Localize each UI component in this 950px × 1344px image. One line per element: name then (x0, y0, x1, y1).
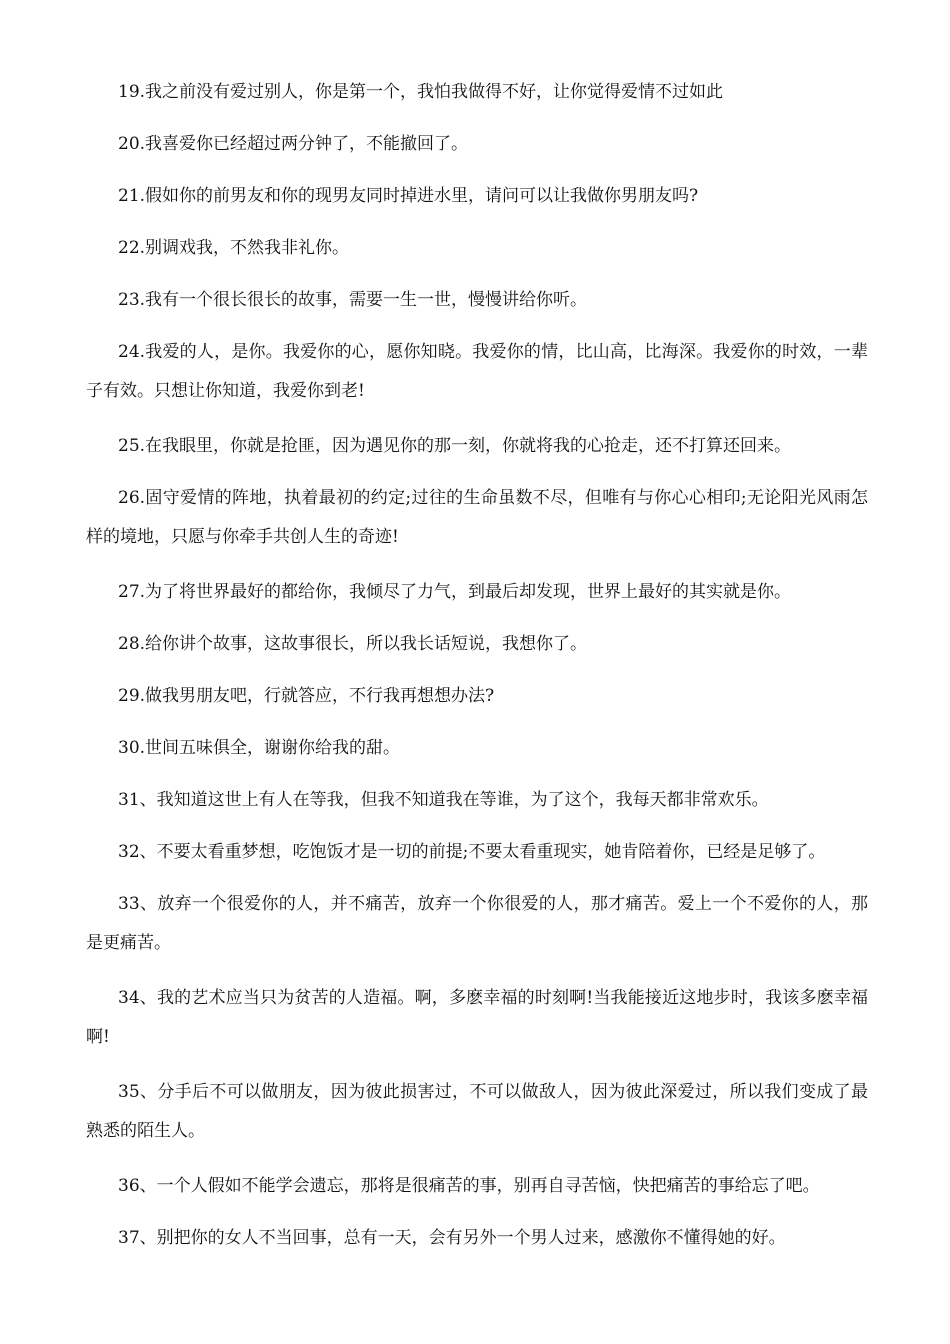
paragraph-32: 32、不要太看重梦想，吃饱饭才是一切的前提;不要太看重现实，她肯陪着你，已经是足够了。 (118, 842, 826, 862)
paragraph-20: 20.我喜爱你已经超过两分钟了，不能撤回了。 (118, 134, 469, 154)
paragraph-26: 26.固守爱情的阵地，执着最初的约定;过往的生命虽数不尽，但唯有与你心心相印;无论阳光风雨怎样的境地，只愿与你牵手共创人生的奇迹! (86, 488, 868, 547)
paragraph-22: 22.别调戏我，不然我非礼你。 (118, 238, 350, 258)
paragraph-24: 24.我爱的人，是你。我爱你的心，愿你知晓。我爱你的情，比山高，比海深。我爱你的时效，一辈子有效。只想让你知道，我爱你到老! (86, 342, 868, 401)
paragraph-29: 29.做我男朋友吧，行就答应，不行我再想想办法? (118, 686, 495, 706)
paragraph-37: 37、别把你的女人不当回事，总有一天，会有另外一个男人过来，感激你不懂得她的好。 (118, 1228, 786, 1248)
paragraph-36: 36、一个人假如不能学会遗忘，那将是很痛苦的事，别再自寻苦恼，快把痛苦的事给忘了吧。 (118, 1176, 820, 1196)
paragraph-34: 34、我的艺术应当只为贫苦的人造福。啊，多麽幸福的时刻啊!当我能接近这地步时，我该多麽幸福啊! (86, 988, 868, 1047)
paragraph-19: 19.我之前没有爱过别人，你是第一个，我怕我做得不好，让你觉得爱情不过如此 (118, 82, 724, 102)
paragraph-35: 35、分手后不可以做朋友，因为彼此损害过，不可以做敌人，因为彼此深爱过，所以我们变成了最熟悉的陌生人。 (86, 1082, 868, 1141)
paragraph-25: 25.在我眼里，你就是抢匪，因为遇见你的那一刻，你就将我的心抢走，还不打算还回来。 (118, 436, 792, 456)
paragraph-31: 31、我知道这世上有人在等我，但我不知道我在等谁，为了这个，我每天都非常欢乐。 (118, 790, 769, 810)
paragraph-21: 21.假如你的前男友和你的现男友同时掉进水里，请问可以让我做你男朋友吗? (118, 186, 699, 206)
paragraph-33: 33、放弃一个很爱你的人，并不痛苦，放弃一个你很爱的人，那才痛苦。爱上一个不爱你的人，那是更痛苦。 (86, 894, 868, 953)
paragraph-23: 23.我有一个很长很长的故事，需要一生一世，慢慢讲给你听。 (118, 290, 588, 310)
paragraph-28: 28.给你讲个故事，这故事很长，所以我长话短说，我想你了。 (118, 634, 588, 654)
paragraph-27: 27.为了将世界最好的都给你，我倾尽了力气，到最后却发现，世界上最好的其实就是你。 (118, 582, 792, 602)
paragraph-30: 30.世间五味俱全，谢谢你给我的甜。 (118, 738, 401, 758)
